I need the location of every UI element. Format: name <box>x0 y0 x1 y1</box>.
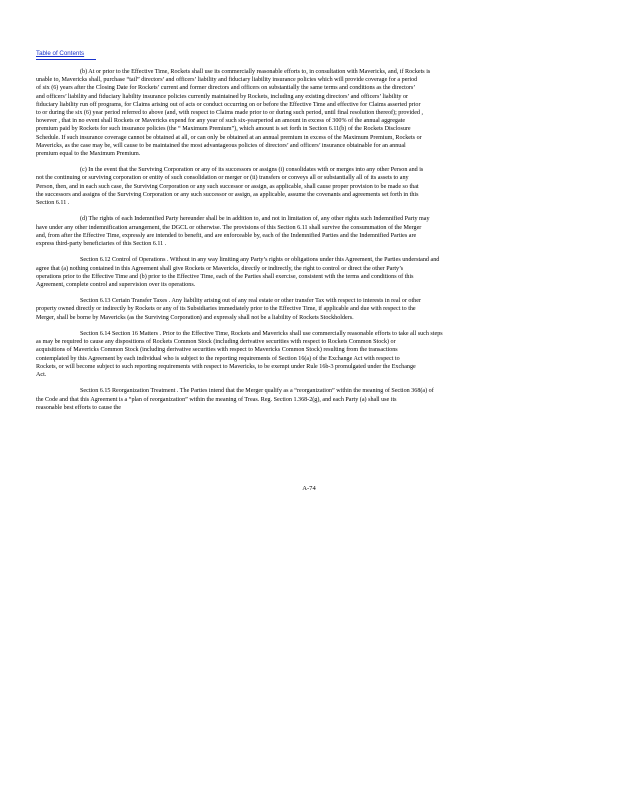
paragraph-6-14 <box>36 330 568 379</box>
text-line: however , that in no event shall Rockets or Mavericks expend for any year of such six-yearperiod an amount in excess of 300% of the annual aggregate <box>36 118 406 125</box>
text-line: Mavericks, as the case may be, will cause to be maintained the most advantageous policies of directors’ and officers’ insurance obtainable for an annual <box>36 142 406 149</box>
text-line: the successors and assigns of the Surviving Corporation or any such successor or assign, as applicable, assume the covenants and agreements set forth in this <box>36 191 419 198</box>
text-line: (d) The rights of each Indemnified Party hereunder shall be in addition to, and not in limitation of, any other rights such Indemnified Party may <box>80 216 430 223</box>
text-line: Section 6.14 Section 16 Matters . Prior to the Effective Time, Rockets and Mavericks shall use commercially reasonable efforts to take all such steps <box>80 331 443 337</box>
text-line: premium paid by Rockets for such insurance policies (the “ Maximum Premium”), which amount is set forth in Section 6.11(b) of the Rockets Disclosure <box>36 126 411 133</box>
text-line: operations prior to the Effective Time and (b) prior to the Effective Time, each of the Parties shall exercise, consistent with the terms and conditions of this <box>36 273 414 280</box>
text-line: property owned directly or indirectly by Rockets or any of its Subsidiaries immediately prior to the Effective Time, if applicable and due with respect to the <box>36 306 416 313</box>
paragraph-6-13 <box>36 297 568 322</box>
page-number: A-74 <box>302 485 316 492</box>
text-line: Schedule. If such insurance coverage cannot be obtained at all, or can only be obtained at an annual premium in excess of the Maximum Premium, Rockets or <box>36 134 422 141</box>
paragraph-d <box>36 215 568 248</box>
text-line: (c) In the event that the Surviving Corporation or any of its successors or assigns (i) consolidates with or merges into any other Person and is <box>80 167 424 174</box>
paragraph-c <box>36 166 568 207</box>
text-line: Act. <box>36 371 47 378</box>
text-line: Section 6.11 . <box>36 200 70 206</box>
text-line: (b) At or prior to the Effective Time, Rockets shall use its commercially reasonable efforts to, in consultation with Mavericks, and, if Rockets is <box>80 69 431 75</box>
text-line: Section 6.13 Certain Transfer Taxes . Any liability arising out of any real estate or other transfer Tax with respect to interests in real or other <box>80 298 421 305</box>
toc-underline-rule <box>36 59 96 60</box>
paragraph-6-12 <box>36 256 568 289</box>
text-line: agree that (a) nothing contained in this Agreement shall give Rockets or Mavericks, directly or indirectly, the right to control or direct the other Party’s <box>36 265 404 272</box>
text-line: Agreement, complete control and supervision over its operations. <box>36 281 196 288</box>
document-body <box>36 68 568 420</box>
text-line: fiduciary liability run off programs, for Claims arising out of acts or conduct occurring on or before the Effective Time and effective for Claims asserted prior <box>36 101 421 108</box>
text-line: express third-party beneficiaries of this Section 6.11 . <box>36 240 167 247</box>
text-line: have under any other indemnification arrangement, the DGCL or otherwise. The provisions of this Section 6.11 shall survive the consummation of the Merger <box>36 224 422 231</box>
text-line: and officers’ liability and fiduciary liability insurance policies currently maintained by Rockets, including any existing directors’ and officers’ liability or <box>36 93 409 100</box>
text-line: premium equal to the Maximum Premium. <box>36 150 141 157</box>
paragraph-6-15 <box>36 387 568 412</box>
table-of-contents-link[interactable]: Table of Contents <box>36 50 85 57</box>
text-line: not the continuing or surviving corporation or entity of such consolidation or merger or (ii) transfers or conveys all or substantially all of its assets to any <box>36 175 409 182</box>
text-line: as may be required to cause any dispositions of Rockets Common Stock (including derivative securities with respect to Rockets Common Stock) or <box>36 339 396 346</box>
text-line: contemplated by this Agreement by each individual who is subject to the reporting requirements of Section 16(a) of the Exchange Act with respect to <box>36 355 400 362</box>
text-line: Rockets, or will become subject to such reporting requirements with respect to Mavericks, to be exempt under Rule 16b-3 promulgated under the Exchange <box>36 363 416 370</box>
text-line: unable to, Mavericks shall, purchase “tail” directors’ and officers’ liability and fiduciary liability insurance policies which will provide coverage for a period <box>36 77 418 84</box>
text-line: Section 6.12 Control of Operations . Without in any way limiting any Party’s rights or obligations under this Agreement, the Parties understand and <box>80 257 440 264</box>
text-line: the Code and that this Agreement is a “plan of reorganization” within the meaning of Treas. Reg. Section 1.368-2(g), and each Party (a) shall use its <box>36 396 397 403</box>
text-line: Merger, shall be borne by Mavericks (as the Surviving Corporation) and expressly shall not be a liability of Rockets Stockholders. <box>36 314 354 321</box>
text-line: of six (6) years after the Closing Date for Rockets’ current and former directors and officers on substantially the same terms and conditions as the directors’ <box>36 85 416 92</box>
paragraph-b <box>36 68 568 158</box>
text-line: Section 6.15 Reorganization Treatment . The Parties intend that the Merger qualify as a “reorganization” within the meaning of Section 368(a) of <box>80 388 434 395</box>
text-line: acquisitions of Mavericks Common Stock (including derivative securities with respect to Mavericks Common Stock) resulting from the transactions <box>36 347 398 354</box>
text-line: reasonable best efforts to cause the <box>36 404 121 411</box>
text-line: to or during the six (6) year period referred to above (and, with respect to Claims made prior to or during such period, until final resolution thereof); provided , <box>36 109 424 116</box>
text-line: and, from after the Effective Time, expressly are intended to benefit, and are enforceable by, each of the Indemnified Parties and the Indemnified Parties are <box>36 232 417 239</box>
text-line: Person, then, and in each such case, the Surviving Corporation or any such successor or assign, as applicable, shall cause proper provision to be made so that <box>36 183 419 190</box>
